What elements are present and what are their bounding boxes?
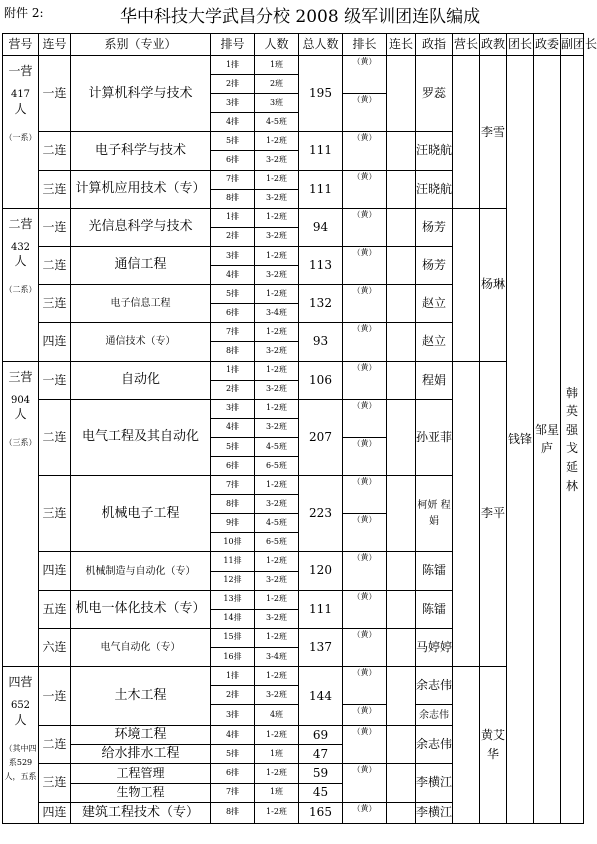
- count-cell: 6-5班: [255, 456, 299, 475]
- platoon-cell: 1排: [211, 667, 255, 686]
- count-cell: 3-2班: [255, 151, 299, 170]
- platoon-leader-mark: （黄）: [352, 553, 377, 563]
- count-cell: 3-4班: [255, 647, 299, 666]
- instructor-cell: 汪晓航: [416, 132, 453, 170]
- table-row: [3, 56, 584, 75]
- platoon-leader-mark: （黄）: [352, 286, 377, 296]
- platoon-cell: 5排: [211, 745, 255, 764]
- count-cell: 1-2班: [255, 208, 299, 227]
- count-cell: 4-5班: [255, 437, 299, 456]
- header-instructor: 政指: [416, 34, 453, 56]
- battalion-dept: （二系）: [4, 285, 37, 295]
- company-cell: 一连: [39, 361, 71, 399]
- platoon-leader-mark: （黄）: [352, 57, 377, 66]
- platoon-cell: 15排: [211, 628, 255, 647]
- vertical-text: 邹星庐: [534, 422, 559, 456]
- battalion-name: 一营: [8, 64, 33, 78]
- major-cell: [71, 246, 211, 284]
- header-commissar: 政委: [534, 34, 561, 56]
- battalion-leader-cell: [453, 667, 480, 824]
- platoon-leader-mark: （黄）: [352, 209, 377, 219]
- platoon-cell: 7排: [211, 476, 255, 495]
- major-cell: 生物工程: [71, 783, 211, 802]
- platoon-leader-mark: （黄）: [352, 324, 377, 334]
- header-count: 人数: [255, 34, 299, 56]
- table-row: [3, 361, 584, 380]
- platoon-cell: 5排: [211, 132, 255, 151]
- count-cell: 1-2班: [255, 323, 299, 342]
- company-cell: 四连: [39, 323, 71, 361]
- political-instructor-cell: [480, 667, 507, 824]
- header-company-leader: 连长: [387, 34, 416, 56]
- platoon-leader-mark: （黄）: [352, 727, 377, 737]
- battalion-dept: （三系）: [4, 438, 37, 447]
- company-leader-cell: [387, 476, 416, 552]
- vertical-text: 韩英强 戈延林: [565, 385, 578, 493]
- platoon-leader-cell: [343, 437, 387, 475]
- platoon-leader-cell: [343, 628, 387, 666]
- platoon-leader-mark: （黄）: [352, 629, 377, 639]
- platoon-cell: 2排: [211, 75, 255, 94]
- platoon-leader-mark: （黄）: [352, 133, 377, 143]
- count-cell: 4-5班: [255, 113, 299, 132]
- major-name: 土木工程: [114, 687, 167, 703]
- major-cell: [71, 552, 211, 590]
- platoon-cell: 2排: [211, 380, 255, 399]
- total-cell: 144: [299, 667, 343, 726]
- instructor-cell: 柯妍 程娟: [416, 476, 453, 552]
- count-cell: 4-5班: [255, 514, 299, 533]
- major-name: 机械电子工程: [101, 505, 180, 521]
- battalion-leader-cell: [453, 361, 480, 667]
- company-leader-cell: [387, 802, 416, 823]
- table-row: [3, 208, 584, 227]
- major-cell: [71, 726, 211, 745]
- count-cell: 1-2班: [255, 170, 299, 189]
- platoon-cell: 6排: [211, 764, 255, 783]
- header-major: 系别（专业）: [71, 34, 211, 56]
- vertical-text: 钱锋: [507, 432, 532, 447]
- count-cell: 6-5班: [255, 533, 299, 552]
- count-cell: 3-2班: [255, 266, 299, 285]
- platoon-leader-cell: [343, 208, 387, 246]
- major-cell: [71, 590, 211, 628]
- instructor-cell: 李横江: [416, 802, 453, 823]
- count-cell: 1-2班: [255, 628, 299, 647]
- major-cell: [71, 170, 211, 208]
- total-cell: 132: [299, 285, 343, 323]
- table-row: [3, 667, 584, 686]
- battalion-dept: （一系）: [4, 132, 37, 142]
- total-cell: 106: [299, 361, 343, 399]
- battalion-leader-cell: [453, 208, 480, 361]
- platoon-leader-cell: [343, 514, 387, 552]
- header-regiment-commander: 团长: [507, 34, 534, 56]
- platoon-cell: 7排: [211, 783, 255, 802]
- company-cell: 三连: [39, 285, 71, 323]
- count-cell: 3-2班: [255, 686, 299, 705]
- header-platoon: 排号: [211, 34, 255, 56]
- platoon-cell: 13排: [211, 590, 255, 609]
- major-name: 电子科学与技术: [94, 142, 186, 158]
- regiment-commissar-cell: [534, 56, 561, 824]
- count-cell: 1-2班: [255, 361, 299, 380]
- total-cell: 165: [299, 802, 343, 823]
- total-cell: 120: [299, 552, 343, 590]
- major-cell: [71, 667, 211, 726]
- platoon-leader-cell: [343, 764, 387, 802]
- major-cell: [71, 628, 211, 666]
- count-cell: 2班: [255, 75, 299, 94]
- platoon-cell: 2排: [211, 227, 255, 246]
- major-name: 电子信息工程: [110, 298, 171, 310]
- instructor-cell: 余志伟: [416, 705, 453, 726]
- platoon-cell: 4排: [211, 726, 255, 745]
- total-cell: 93: [299, 323, 343, 361]
- count-cell: 3-2班: [255, 380, 299, 399]
- platoon-leader-mark: （黄）: [352, 362, 377, 372]
- platoon-cell: 11排: [211, 552, 255, 571]
- company-leader-cell: [387, 246, 416, 284]
- count-cell: 3班: [255, 94, 299, 113]
- instructor-cell: 余志伟: [416, 667, 453, 705]
- major-cell: [71, 764, 211, 783]
- instructor-cell: 马婷婷: [416, 628, 453, 666]
- company-leader-cell: [387, 56, 416, 132]
- regiment-commander-cell: [507, 56, 534, 824]
- platoon-cell: 5排: [211, 285, 255, 304]
- instructor-cell: 汪晓航: [416, 170, 453, 208]
- platoon-leader-cell: [343, 802, 387, 823]
- platoon-leader-cell: [343, 667, 387, 705]
- count-cell: 3-2班: [255, 418, 299, 437]
- platoon-cell: 8排: [211, 495, 255, 514]
- company-cell: 三连: [39, 764, 71, 802]
- major-name: 通信技术（专）: [105, 336, 176, 348]
- count-cell: 3-2班: [255, 227, 299, 246]
- header-platoon-leader: 排长: [343, 34, 387, 56]
- header-company: 连号: [39, 34, 71, 56]
- company-leader-cell: [387, 628, 416, 666]
- major-name: 电气自动化（专）: [100, 641, 181, 653]
- count-cell: 1-2班: [255, 552, 299, 571]
- company-cell: 二连: [39, 246, 71, 284]
- instructor-cell: 杨芳: [416, 208, 453, 246]
- platoon-cell: 8排: [211, 802, 255, 823]
- instructor-cell: 罗蕊: [416, 56, 453, 132]
- major-name: 计算机科学与技术: [88, 85, 193, 101]
- instructor-cell: 李横江: [416, 764, 453, 802]
- battalion-count: 904: [10, 394, 31, 406]
- major-name: 建筑工程技术（专）: [81, 804, 199, 820]
- company-leader-cell: [387, 323, 416, 361]
- count-cell: 4班: [255, 705, 299, 726]
- count-cell: 1班: [255, 745, 299, 764]
- total-cell: 137: [299, 628, 343, 666]
- major-name: 电气工程及其自动化: [81, 429, 199, 445]
- battalion-count: 417: [10, 89, 31, 100]
- vertical-text: 黄艾华: [480, 728, 505, 761]
- header-battalion: 营号: [3, 34, 39, 56]
- platoon-leader-mark: （黄）: [352, 668, 377, 677]
- major-cell: [71, 399, 211, 475]
- total-cell: 94: [299, 208, 343, 246]
- battalion-name: 四营: [8, 675, 33, 689]
- count-cell: 1-2班: [255, 399, 299, 418]
- total-cell: 59: [299, 764, 343, 783]
- battalion-cell: [3, 667, 39, 824]
- company-cell: 四连: [39, 802, 71, 823]
- major-cell: [71, 208, 211, 246]
- total-cell: 195: [299, 56, 343, 132]
- company-cell: 三连: [39, 170, 71, 208]
- company-leader-cell: [387, 399, 416, 475]
- vertical-text: 杨琳: [480, 277, 505, 292]
- platoon-leader-mark: （黄）: [352, 247, 377, 257]
- total-cell: 45: [299, 783, 343, 802]
- platoon-cell: 7排: [211, 323, 255, 342]
- company-cell: 三连: [39, 476, 71, 552]
- battalion-unit: 人: [14, 407, 27, 421]
- vertical-text: 李雪: [480, 124, 505, 139]
- platoon-leader-cell: [343, 132, 387, 170]
- battalion-name: 二营: [8, 216, 33, 231]
- platoon-cell: 9排: [211, 514, 255, 533]
- company-leader-cell: [387, 132, 416, 170]
- instructor-cell: 孙亚菲: [416, 399, 453, 475]
- major-cell: [71, 285, 211, 323]
- count-cell: 1-2班: [255, 590, 299, 609]
- count-cell: 1-2班: [255, 285, 299, 304]
- company-cell: 一连: [39, 667, 71, 726]
- major-cell: [71, 56, 211, 132]
- battalion-count: 432: [10, 241, 31, 253]
- company-cell: 一连: [39, 56, 71, 132]
- total-cell: 111: [299, 132, 343, 170]
- platoon-leader-cell: [343, 476, 387, 514]
- battalion-name: 三营: [8, 369, 33, 384]
- page-title: 华中科技大学武昌分校 2008 级军训团连队编成: [120, 7, 481, 27]
- instructor-cell: 杨芳: [416, 246, 453, 284]
- company-cell: 二连: [39, 399, 71, 475]
- annex-label: 附件 2:: [4, 6, 44, 20]
- major-name: 计算机应用技术（专）: [75, 181, 206, 196]
- battalion-dept: （其中四系529人，五系: [4, 743, 37, 782]
- total-cell: 111: [299, 590, 343, 628]
- platoon-cell: 1排: [211, 56, 255, 75]
- major-cell: [71, 132, 211, 170]
- company-leader-cell: [387, 764, 416, 802]
- vertical-text: 李平: [480, 506, 505, 521]
- count-cell: 3-2班: [255, 342, 299, 361]
- major-cell: 给水排水工程: [71, 745, 211, 764]
- instructor-cell: 程娟: [416, 361, 453, 399]
- instructor-cell: 余志伟: [416, 726, 453, 764]
- platoon-leader-cell: [343, 323, 387, 361]
- company-leader-cell: [387, 552, 416, 590]
- platoon-cell: 4排: [211, 266, 255, 285]
- platoon-leader-cell: [343, 590, 387, 628]
- header-political: 政教: [480, 34, 507, 56]
- major-name: 环境工程: [114, 727, 167, 743]
- major-name: 工程管理: [116, 765, 165, 780]
- platoon-cell: 1排: [211, 361, 255, 380]
- major-cell: [71, 323, 211, 361]
- count-cell: 1-2班: [255, 667, 299, 686]
- platoon-cell: 12排: [211, 571, 255, 590]
- major-name: 机电一体化技术（专）: [75, 601, 206, 617]
- platoon-cell: 3排: [211, 94, 255, 113]
- platoon-leader-mark: （黄）: [352, 95, 377, 105]
- deputy-commander-cell: [561, 56, 584, 824]
- platoon-leader-mark: （黄）: [352, 400, 377, 410]
- company-cell: 六连: [39, 628, 71, 666]
- instructor-cell: 赵立: [416, 285, 453, 323]
- count-cell: 3-4班: [255, 304, 299, 323]
- company-leader-cell: [387, 170, 416, 208]
- platoon-cell: 3排: [211, 705, 255, 726]
- company-leader-cell: [387, 667, 416, 726]
- platoon-leader-cell: [343, 726, 387, 764]
- platoon-cell: 4排: [211, 113, 255, 132]
- platoon-cell: 5排: [211, 437, 255, 456]
- count-cell: 1-2班: [255, 132, 299, 151]
- major-cell: [71, 476, 211, 552]
- header-row: [3, 34, 584, 56]
- company-leader-cell: [387, 726, 416, 764]
- battalion-count: 652: [10, 700, 31, 711]
- count-cell: 1-2班: [255, 246, 299, 265]
- battalion-cell: [3, 361, 39, 667]
- platoon-cell: 6排: [211, 304, 255, 323]
- total-cell: 207: [299, 399, 343, 475]
- platoon-leader-cell: [343, 361, 387, 399]
- platoon-cell: 3排: [211, 246, 255, 265]
- company-cell: 四连: [39, 552, 71, 590]
- major-cell: [71, 361, 211, 399]
- count-cell: 3-2班: [255, 495, 299, 514]
- organization-table: [2, 33, 597, 824]
- platoon-cell: 7排: [211, 170, 255, 189]
- major-name: 机械制造与自动化（专）: [85, 565, 196, 577]
- platoon-cell: 2排: [211, 686, 255, 705]
- platoon-cell: 6排: [211, 151, 255, 170]
- total-cell: 113: [299, 246, 343, 284]
- platoon-cell: 8排: [211, 189, 255, 208]
- company-leader-cell: [387, 361, 416, 399]
- instructor-cell: 陈镭: [416, 552, 453, 590]
- platoon-leader-mark: （黄）: [352, 591, 377, 601]
- platoon-cell: 6排: [211, 456, 255, 475]
- total-cell: 223: [299, 476, 343, 552]
- instructor-cell: 赵立: [416, 323, 453, 361]
- platoon-leader-cell: [343, 94, 387, 132]
- header-total: 总人数: [299, 34, 343, 56]
- platoon-leader-mark: （黄）: [352, 803, 377, 813]
- count-cell: 3-2班: [255, 571, 299, 590]
- platoon-leader-cell: [343, 56, 387, 94]
- battalion-cell: [3, 208, 39, 361]
- major-cell: [71, 802, 211, 823]
- company-leader-cell: [387, 285, 416, 323]
- total-cell: 111: [299, 170, 343, 208]
- major-name: 自动化: [120, 371, 160, 387]
- major-name: 光信息科学与技术: [88, 219, 193, 235]
- count-cell: 1-2班: [255, 476, 299, 495]
- platoon-cell: 1排: [211, 208, 255, 227]
- company-leader-cell: [387, 590, 416, 628]
- count-cell: 1班: [255, 783, 299, 802]
- header-deputy: 副团长: [561, 34, 584, 56]
- battalion-leader-cell: [453, 56, 480, 209]
- platoon-cell: 14排: [211, 609, 255, 628]
- platoon-cell: 10排: [211, 533, 255, 552]
- company-leader-cell: [387, 208, 416, 246]
- platoon-leader-cell: [343, 170, 387, 208]
- battalion-unit: 人: [14, 254, 27, 269]
- political-instructor-cell: [480, 56, 507, 209]
- platoon-leader-mark: （黄）: [352, 477, 377, 487]
- political-instructor-cell: [480, 208, 507, 361]
- platoon-leader-mark: （黄）: [352, 515, 377, 525]
- company-cell: 五连: [39, 590, 71, 628]
- battalion-unit: 人: [14, 712, 27, 727]
- platoon-cell: 3排: [211, 399, 255, 418]
- platoon-leader-mark: （黄）: [352, 765, 377, 775]
- instructor-cell: 陈镭: [416, 590, 453, 628]
- total-cell: 69: [299, 726, 343, 745]
- count-cell: 1班: [255, 56, 299, 75]
- battalion-unit: 人: [14, 101, 27, 116]
- platoon-leader-cell: [343, 399, 387, 437]
- total-cell: 47: [299, 745, 343, 764]
- major-name: 通信工程: [114, 257, 167, 273]
- platoon-leader-mark: （黄）: [352, 171, 377, 181]
- platoon-leader-cell: [343, 705, 387, 726]
- count-cell: 1-2班: [255, 764, 299, 783]
- platoon-leader-mark: （黄）: [352, 438, 377, 448]
- platoon-leader-cell: [343, 285, 387, 323]
- platoon-leader-cell: [343, 246, 387, 284]
- count-cell: 1-2班: [255, 726, 299, 745]
- count-cell: 3-2班: [255, 189, 299, 208]
- platoon-cell: 4排: [211, 418, 255, 437]
- political-instructor-cell: [480, 361, 507, 667]
- company-cell: 二连: [39, 132, 71, 170]
- count-cell: 3-2班: [255, 609, 299, 628]
- battalion-cell: [3, 56, 39, 209]
- platoon-cell: 8排: [211, 342, 255, 361]
- header-battalion-leader: 营长: [453, 34, 480, 56]
- platoon-leader-mark: （黄）: [352, 706, 377, 716]
- platoon-cell: 16排: [211, 647, 255, 666]
- company-cell: 一连: [39, 208, 71, 246]
- platoon-leader-cell: [343, 552, 387, 590]
- company-cell: 二连: [39, 726, 71, 764]
- count-cell: 1-2班: [255, 802, 299, 823]
